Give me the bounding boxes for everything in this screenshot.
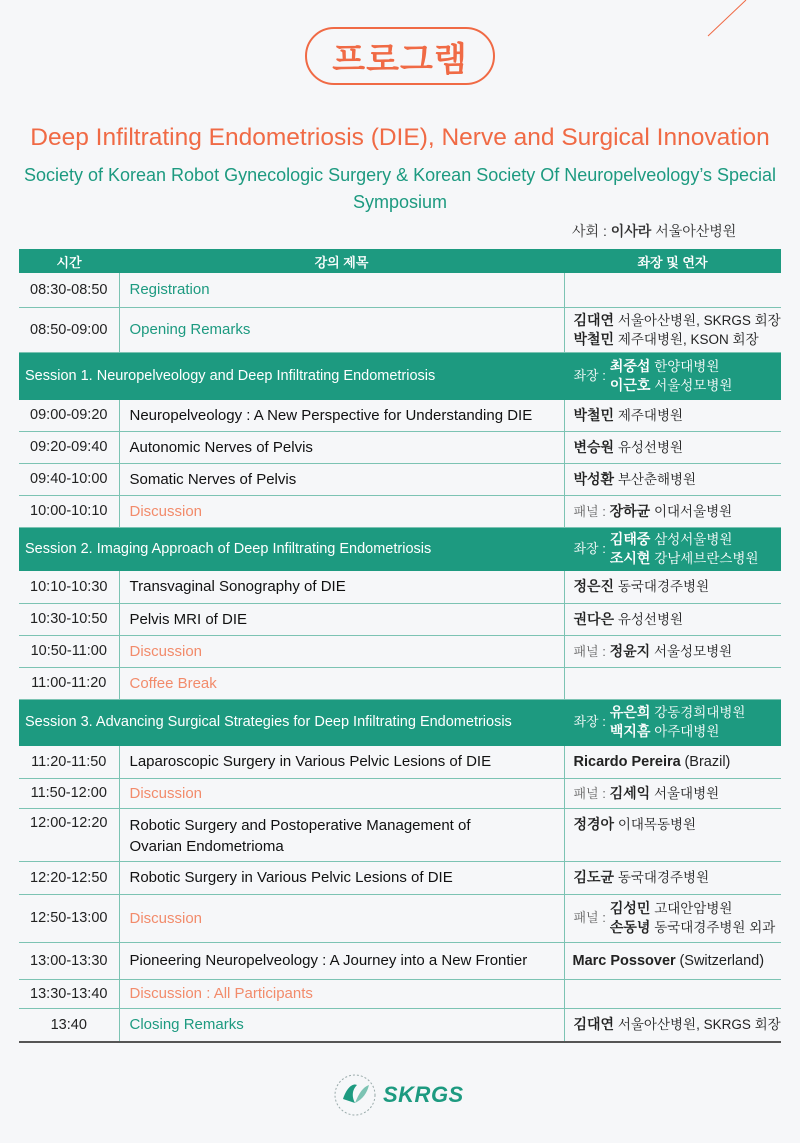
- header-time: 시간: [19, 249, 119, 273]
- chair-affil: 한양대병원: [654, 358, 720, 374]
- panel-label: 패널 :: [573, 643, 606, 659]
- speaker-affil: 제주대병원: [617, 407, 684, 423]
- speaker-name: Marc Possover: [572, 952, 676, 969]
- table-row: [19, 635, 781, 667]
- row-title: Robotic Surgery and Postoperative Management of Ovarian Endometrioma: [119, 808, 564, 861]
- chair-affil: 아주대병원: [654, 724, 720, 739]
- row-speaker: [564, 463, 781, 495]
- row-time: 11:20-11:50: [19, 745, 119, 778]
- table-row: [19, 431, 781, 463]
- row-time: 09:20-09:40: [19, 431, 119, 463]
- row-time: 08:30-08:50: [19, 273, 119, 307]
- speaker-affil: (Switzerland): [679, 952, 765, 969]
- row-time: 13:40: [19, 1008, 119, 1042]
- table-row: [19, 307, 781, 352]
- row-time: 10:00-10:10: [19, 495, 119, 527]
- table-row: [19, 399, 781, 431]
- chair-name: 유은희: [609, 704, 651, 720]
- row-time: 09:00-09:20: [19, 399, 119, 431]
- row-title: Neuropelveology : A New Perspective for Understanding DIE: [119, 399, 564, 431]
- speaker-affil: 유성선병원: [617, 439, 684, 455]
- row-title: Somatic Nerves of Pelvis: [119, 463, 564, 495]
- panel-name: 정윤지: [609, 642, 651, 659]
- row-title: Autonomic Nerves of Pelvis: [119, 431, 564, 463]
- row-time: 12:20-12:50: [19, 861, 119, 894]
- speaker-name: 김대연: [573, 1016, 615, 1033]
- row-title: Pelvis MRI of DIE: [119, 603, 564, 635]
- chair-affil: 서울성모병원: [654, 377, 733, 393]
- row-speaker: [564, 1008, 781, 1042]
- row-speaker: [564, 399, 781, 431]
- panel-label: 패널 :: [573, 503, 606, 519]
- speaker-name: 박철민: [573, 330, 615, 347]
- moderator-name: 이사라: [610, 223, 652, 239]
- panel-affil: 이대서울병원: [653, 503, 733, 519]
- row-title: Discussion: [119, 894, 564, 942]
- chair-name: 백지흠: [609, 723, 651, 739]
- row-time: 08:50-09:00: [19, 307, 119, 352]
- row-title: Discussion: [119, 495, 564, 527]
- program-table: [19, 249, 781, 1043]
- session-chairs: [564, 527, 781, 570]
- table-row: [19, 570, 781, 603]
- panel-label: 패널 :: [573, 910, 606, 925]
- speaker-name: 권다은: [573, 610, 615, 627]
- session-row: [19, 699, 781, 745]
- row-speaker: [564, 942, 781, 979]
- speaker-affil: 이대목동병원: [617, 816, 697, 832]
- session-row: [19, 527, 781, 570]
- table-row: [19, 603, 781, 635]
- row-time: 10:10-10:30: [19, 570, 119, 603]
- table-row: [19, 778, 781, 808]
- row-speaker: [564, 635, 781, 667]
- row-time: 11:50-12:00: [19, 778, 119, 808]
- table-row: [19, 495, 781, 527]
- session-title: Session 3. Advancing Surgical Strategies for Deep Infiltrating Endometriosis: [19, 699, 564, 745]
- row-speaker: [564, 667, 781, 699]
- header-title: 강의 제목: [119, 249, 564, 273]
- speaker-name: 김대연: [573, 311, 615, 328]
- row-speaker: [564, 570, 781, 603]
- panel-label: 패널 :: [573, 785, 606, 801]
- symposium-subtitle: Society of Korean Robot Gynecologic Surgery & Korean Society Of Neuropelveology’s Special Symposium: [23, 165, 777, 212]
- table-row: [19, 861, 781, 894]
- speaker-name: 정경아: [573, 815, 615, 832]
- session-row: [19, 352, 781, 399]
- speaker-name: 박철민: [573, 406, 615, 423]
- speaker-affil: 서울아산병원, SKRGS 회장: [617, 312, 781, 328]
- row-title: Registration: [119, 273, 564, 307]
- skrgs-emblem-icon: [333, 1073, 377, 1117]
- session-title: Session 1. Neuropelveology and Deep Infiltrating Endometriosis: [19, 352, 564, 399]
- panel-name: 손동녕: [609, 919, 651, 935]
- table-row: [19, 1008, 781, 1042]
- table-row: [19, 808, 781, 861]
- row-title: Pioneering Neuropelveology : A Journey into a New Frontier: [119, 942, 564, 979]
- row-speaker: [564, 431, 781, 463]
- row-title: Transvaginal Sonography of DIE: [119, 570, 564, 603]
- speaker-name: 김도균: [573, 869, 615, 885]
- row-time: 11:00-11:20: [19, 667, 119, 699]
- table-row: [19, 273, 781, 307]
- row-speaker: [564, 273, 781, 307]
- chair-name: 이근호: [609, 376, 651, 393]
- row-title: Coffee Break: [119, 667, 564, 699]
- panel-affil: 서울대병원: [653, 785, 720, 801]
- row-time: 12:00-12:20: [19, 808, 119, 861]
- row-time: 10:30-10:50: [19, 603, 119, 635]
- panel-name: 김세익: [609, 784, 651, 801]
- panel-name: 김성민: [609, 900, 651, 916]
- table-header-row: [19, 249, 781, 273]
- skrgs-logo: [333, 1073, 464, 1117]
- chair-label: 좌장 :: [573, 540, 606, 556]
- speaker-affil: 제주대병원, KSON 회장: [617, 331, 759, 347]
- row-speaker: [564, 603, 781, 635]
- row-title: Discussion : All Participants: [119, 979, 564, 1008]
- speaker-name: 박성환: [573, 470, 615, 487]
- program-badge: 프로그램: [305, 27, 495, 85]
- row-title: Closing Remarks: [119, 1008, 564, 1042]
- row-speaker: [564, 495, 781, 527]
- row-time: 10:50-11:00: [19, 635, 119, 667]
- row-speaker: [564, 808, 781, 861]
- session-chairs: [564, 699, 781, 745]
- speaker-affil: 동국대경주병원: [617, 870, 710, 885]
- row-title: Robotic Surgery in Various Pelvic Lesions of DIE: [119, 861, 564, 894]
- table-row: [19, 667, 781, 699]
- table-row: [19, 942, 781, 979]
- row-speaker: [564, 745, 781, 778]
- table-row: [19, 463, 781, 495]
- moderator-affil: 서울아산병원: [655, 223, 737, 239]
- row-speaker: [564, 979, 781, 1008]
- panel-affil: 고대안암병원: [654, 901, 733, 916]
- speaker-name: 정은진: [573, 578, 615, 594]
- row-title: Laparoscopic Surgery in Various Pelvic Lesions of DIE: [119, 745, 564, 778]
- speaker-name: Ricardo Pereira: [573, 753, 681, 770]
- moderator-line: [572, 221, 736, 241]
- chair-affil: 강동경희대병원: [654, 705, 746, 720]
- row-speaker: [564, 861, 781, 894]
- table-row: [19, 894, 781, 942]
- speaker-name: 변승원: [573, 438, 615, 455]
- session-title: Session 2. Imaging Approach of Deep Infiltrating Endometriosis: [19, 527, 564, 570]
- row-title: Discussion: [119, 635, 564, 667]
- session-chairs: [564, 352, 781, 399]
- panel-affil: 동국대경주병원 외과: [654, 920, 776, 935]
- speaker-affil: 부산춘해병원: [617, 471, 697, 487]
- speaker-affil: (Brazil): [684, 753, 731, 770]
- row-time: 12:50-13:00: [19, 894, 119, 942]
- symposium-title: Deep Infiltrating Endometriosis (DIE), Nerve and Surgical Innovation: [30, 124, 770, 151]
- speaker-affil: 동국대경주병원: [617, 579, 710, 594]
- logo-text: SKRGS: [383, 1082, 464, 1107]
- chair-affil: 강남세브란스병원: [654, 550, 759, 566]
- chair-name: 조시현: [609, 549, 651, 566]
- row-speaker: [564, 307, 781, 352]
- chair-name: 최중섭: [609, 357, 651, 374]
- row-time: 13:00-13:30: [19, 942, 119, 979]
- row-title: Opening Remarks: [119, 307, 564, 352]
- moderator-label: 사회 :: [572, 223, 607, 239]
- chair-label: 좌장 :: [573, 714, 606, 729]
- chair-affil: 삼성서울병원: [654, 531, 733, 547]
- panel-affil: 서울성모병원: [653, 643, 733, 659]
- speaker-affil: 유성선병원: [617, 611, 684, 627]
- speaker-affil: 서울아산병원, SKRGS 회장: [617, 1017, 781, 1033]
- table-row: [19, 979, 781, 1008]
- row-time: 09:40-10:00: [19, 463, 119, 495]
- row-title: Discussion: [119, 778, 564, 808]
- chair-name: 김태중: [609, 530, 651, 547]
- chair-label: 좌장 :: [573, 367, 606, 383]
- row-time: 13:30-13:40: [19, 979, 119, 1008]
- table-row: [19, 745, 781, 778]
- row-speaker: [564, 778, 781, 808]
- header-speaker: 좌장 및 연자: [564, 249, 781, 273]
- panel-name: 장하균: [609, 502, 651, 519]
- row-speaker: [564, 894, 781, 942]
